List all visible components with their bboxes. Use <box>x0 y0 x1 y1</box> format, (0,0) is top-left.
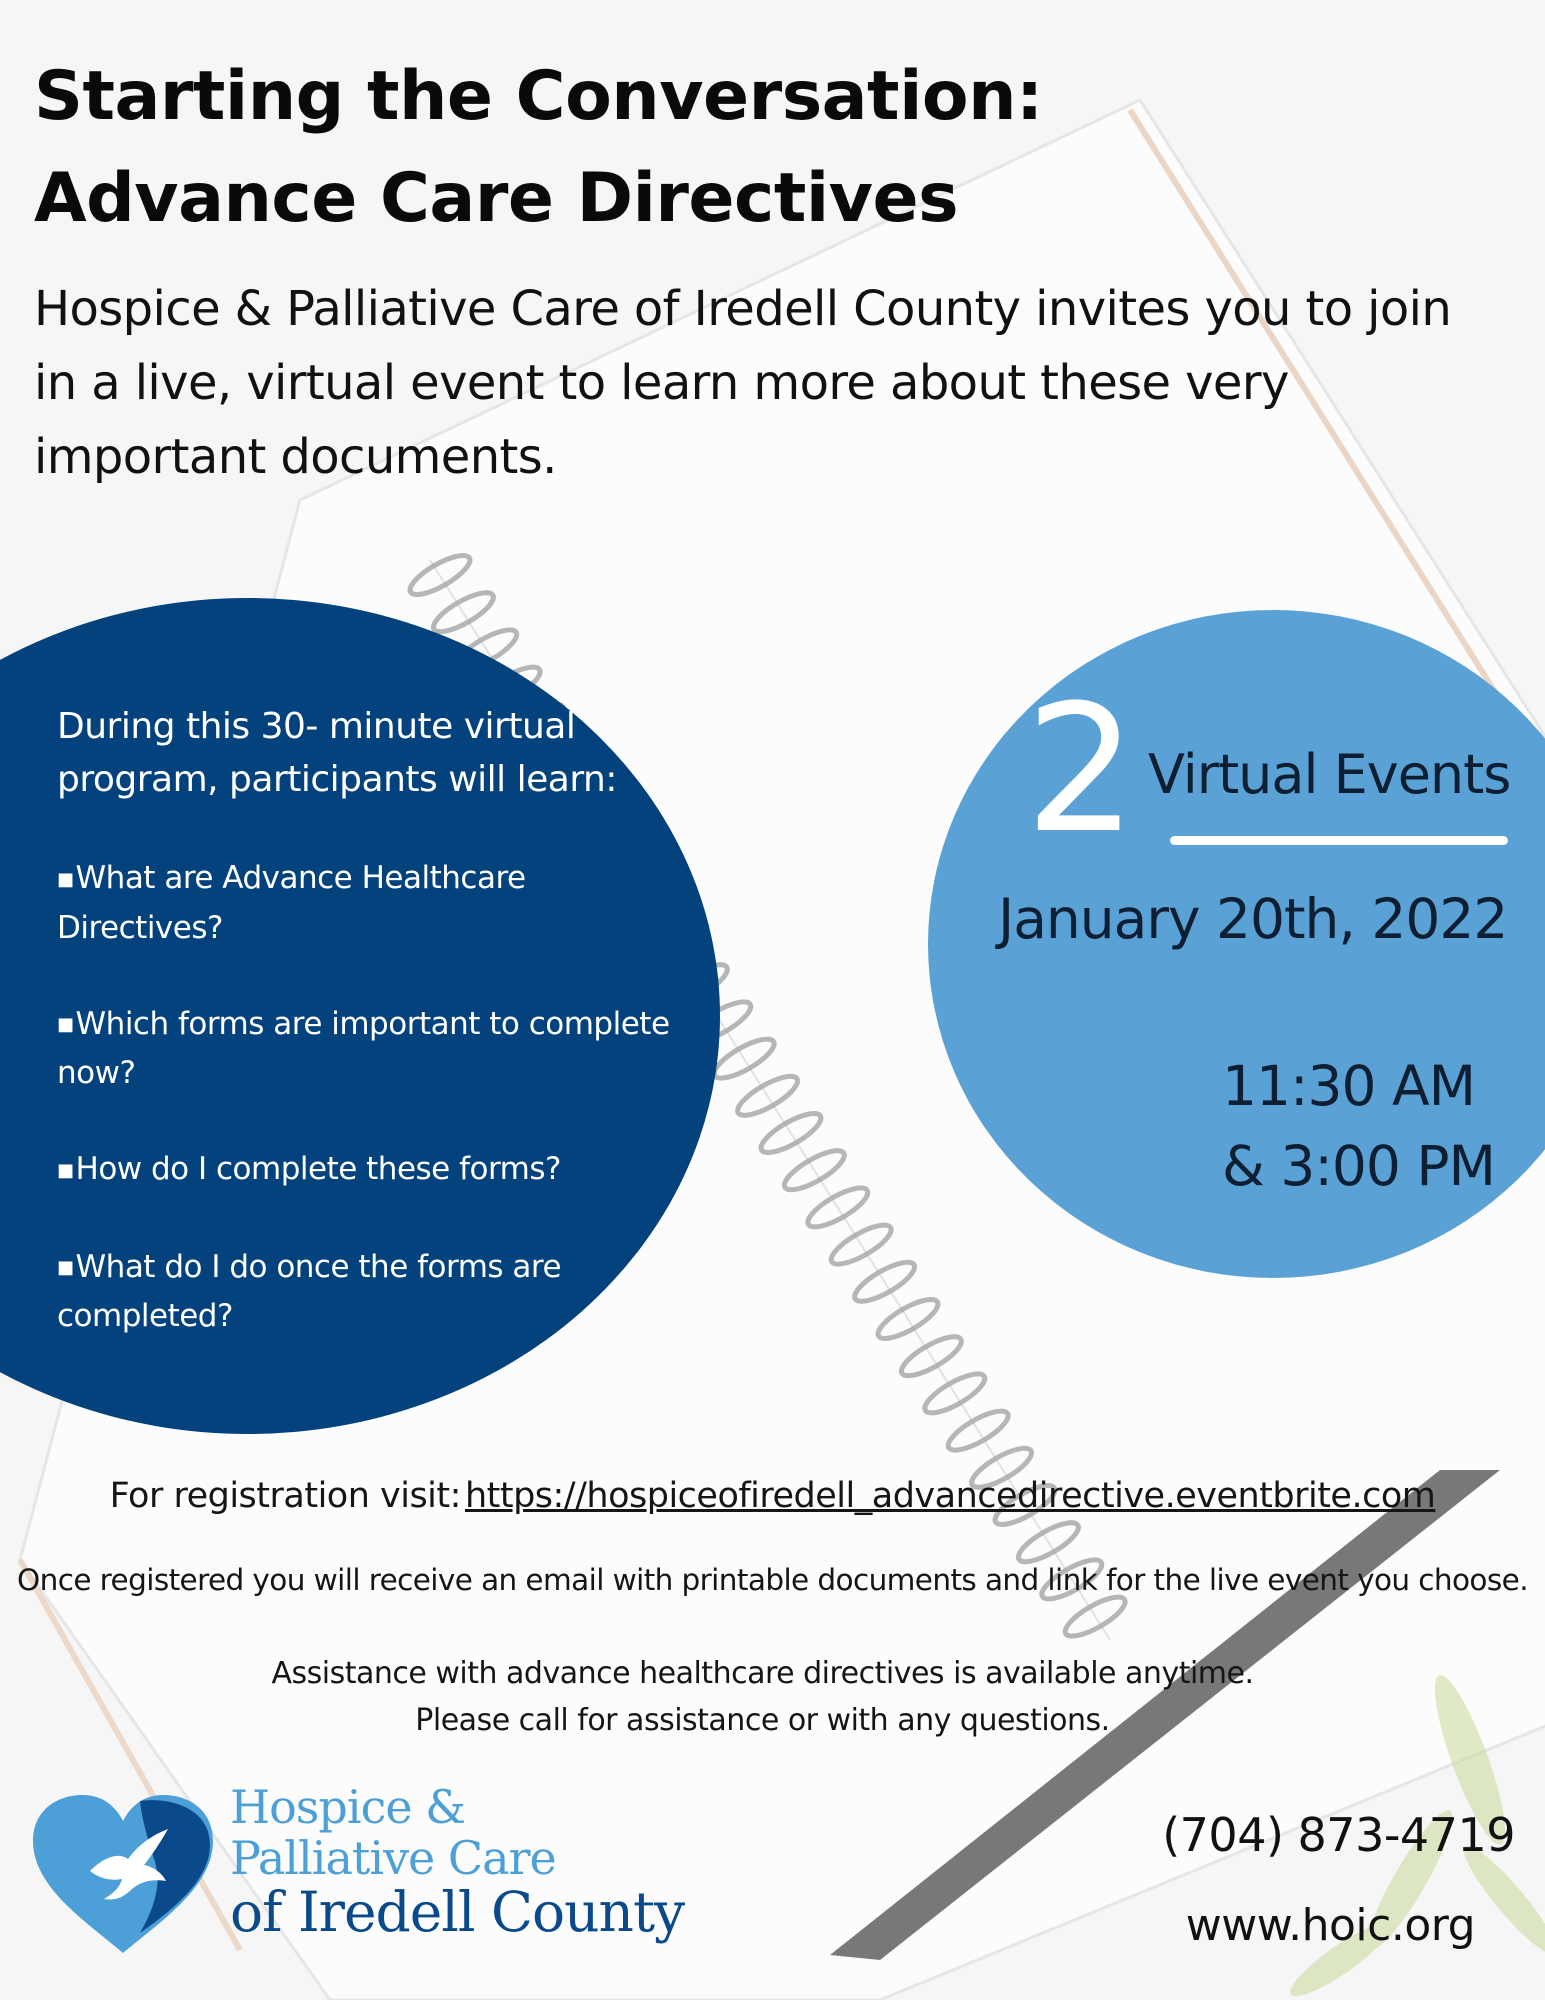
bullet-icon: ■ <box>57 868 74 890</box>
list-item-text: What are Advance Healthcare Directives? <box>57 860 526 946</box>
logo-line-2: Palliative Care <box>230 1831 556 1885</box>
phone-number: (704) 873-4719 <box>1162 1808 1515 1862</box>
event-time-2: & 3:00 PM <box>1222 1134 1495 1198</box>
title-line-1: Starting the Conversation: <box>34 57 1043 136</box>
assistance-text <box>0 1650 1545 1744</box>
list-item <box>57 1000 677 1098</box>
organization-logo-text <box>230 1780 685 1944</box>
registration-note: Once registered you will receive an email with printable documents and link for the live event you choose. <box>17 1563 1528 1597</box>
event-count: 2 <box>1025 667 1137 872</box>
assistance-line-1: Assistance with advance healthcare directives is available anytime. <box>271 1656 1254 1691</box>
program-lead: During this 30- minute virtual program, participants will learn: <box>57 706 617 800</box>
list-item <box>57 854 677 952</box>
bullet-icon: ■ <box>57 1257 74 1278</box>
assistance-line-2: Please call for assistance or with any questions. <box>415 1703 1110 1738</box>
list-item <box>57 1145 677 1195</box>
events-divider <box>1170 836 1508 845</box>
registration-line <box>0 1476 1545 1516</box>
list-item-text: What do I do once the forms are completed? <box>57 1248 562 1334</box>
logo-line-3: of Iredell County <box>230 1880 685 1944</box>
learning-list <box>57 854 677 1340</box>
event-times <box>1222 1046 1495 1206</box>
list-item <box>57 1243 677 1341</box>
program-description <box>57 700 677 1388</box>
registration-link[interactable]: https://hospiceofiredell_advancedirective.eventbrite.com <box>464 1476 1436 1516</box>
logo-line-1: Hospice & <box>230 1780 466 1834</box>
bullet-icon: ■ <box>57 1014 74 1035</box>
list-item-text: Which forms are important to complete now? <box>57 1005 670 1091</box>
events-label: Virtual Events <box>1148 743 1511 806</box>
page-title <box>34 46 1043 250</box>
list-item-text: How do I complete these forms? <box>75 1151 561 1187</box>
heart-dove-logo-icon <box>28 1793 218 1956</box>
event-time-1: 11:30 AM <box>1222 1054 1476 1118</box>
registration-prefix: For registration visit: <box>109 1476 461 1516</box>
bullet-icon: ■ <box>57 1159 74 1181</box>
website-url: www.hoic.org <box>1185 1900 1475 1951</box>
title-line-2: Advance Care Directives <box>34 159 959 238</box>
event-date: January 20th, 2022 <box>998 887 1508 951</box>
intro-text: Hospice & Palliative Care of Iredell County invites you to join in a live, virtual event to learn more about these very important documents. <box>34 281 1452 485</box>
